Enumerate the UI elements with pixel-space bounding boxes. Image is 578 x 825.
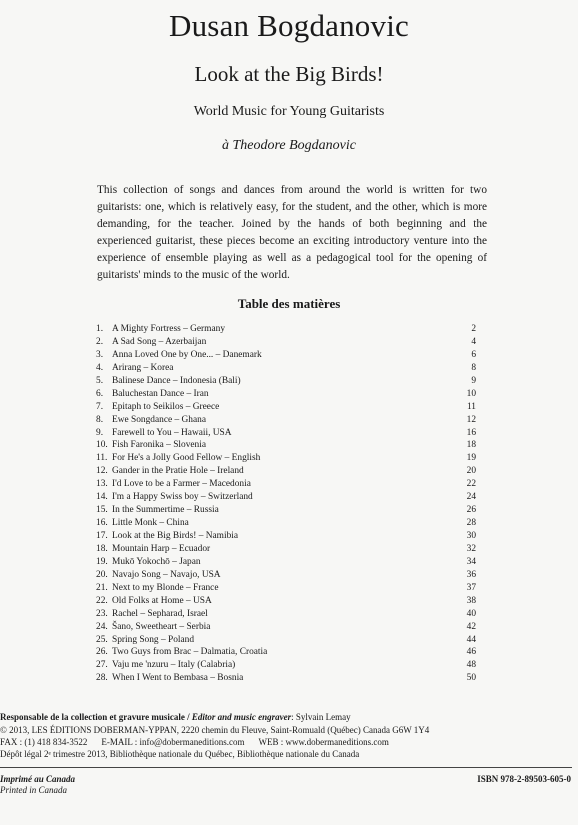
toc-entry-title: Rachel – Sepharad, Israel <box>112 608 208 619</box>
toc-entry-page: 42 <box>466 621 476 632</box>
toc-entry-title: Little Monk – China <box>112 518 189 529</box>
toc-entry <box>96 388 476 401</box>
toc-entry-title: Anna Loved One by One... – Danemark <box>112 349 262 360</box>
toc-entry-title: Old Folks at Home – USA <box>112 595 212 606</box>
toc-entry-page: 20 <box>466 466 476 477</box>
editor-credit <box>0 712 351 722</box>
toc-entry-number: 23. <box>96 608 108 619</box>
toc-entry-title: Epitaph to Seikilos – Greece <box>112 401 220 412</box>
toc-entry-number: 6. <box>96 388 104 399</box>
toc-entry-title: Gander in the Pratie Hole – Ireland <box>112 466 244 477</box>
toc-entry <box>96 504 476 517</box>
toc-entry-number: 5. <box>96 375 104 386</box>
toc-entry <box>96 439 476 452</box>
toc-entry-page: 26 <box>466 505 476 516</box>
toc-entry-page: 9 <box>471 375 476 386</box>
toc-entry <box>96 349 476 362</box>
toc-entry-page: 22 <box>466 479 476 490</box>
toc-entry <box>96 621 476 634</box>
toc-entry <box>96 634 476 647</box>
toc-entry <box>96 427 476 440</box>
toc-entry-page: 2 <box>471 324 476 334</box>
toc-entry-title: Šano, Sweetheart – Serbia <box>112 621 211 632</box>
toc-entry-page: 24 <box>466 492 476 503</box>
toc-entry <box>96 530 476 543</box>
toc-entry-number: 28. <box>96 673 108 684</box>
toc-entry <box>96 569 476 582</box>
toc-entry-number: 22. <box>96 595 108 606</box>
toc-entry-title: Mukō Yokochō – Japan <box>112 556 201 567</box>
email-address: E-MAIL : info@dobermaneditions.com <box>101 737 245 747</box>
toc-entry <box>96 323 476 336</box>
toc-entry-title: A Mighty Fortress – Germany <box>112 324 226 334</box>
toc-entry-title: Farewell to You – Hawaii, USA <box>112 427 232 438</box>
toc-entry-title: In the Summertime – Russia <box>112 505 219 516</box>
toc-entry-number: 10. <box>96 440 108 451</box>
toc-entry <box>96 452 476 465</box>
toc-entry <box>96 465 476 478</box>
toc-entry-title: Ewe Songdance – Ghana <box>112 414 206 425</box>
credit-label-en: Editor and music engraver <box>191 712 292 722</box>
toc-entry-page: 40 <box>466 608 476 619</box>
toc-entry-title: Mountain Harp – Ecuador <box>112 543 211 554</box>
toc-entry-number: 18. <box>96 543 108 554</box>
toc-entry-title: Vaju me 'nzuru – Italy (Calabria) <box>112 660 236 671</box>
toc-entry <box>96 517 476 530</box>
toc-entry-page: 44 <box>466 634 476 645</box>
credit-name: : Sylvain Lemay <box>291 712 351 722</box>
toc-entry <box>96 646 476 659</box>
legal-deposit: Dépôt légal 2ᵉ trimestre 2013, Bibliothèque nationale du Québec, Bibliothèque nationale du Canada <box>0 749 360 759</box>
toc-entry-page: 32 <box>466 543 476 554</box>
toc-entry-number: 11. <box>96 453 108 464</box>
toc-entry-number: 20. <box>96 569 108 580</box>
intro-paragraph: This collection of songs and dances from around the world is written for two guitarists: one, which is relatively easy, for the student, and the other, which is more demanding, for the teacher. Joined by the hands of both beginning and the experienced guitarist, these pieces become an exciting introductory venture into the experience of ensemble playing as well as a pedagogical tool for the opening of guitarists' minds to the music of the world. <box>97 184 487 281</box>
toc-entry-page: 6 <box>471 349 476 360</box>
toc-entry-page: 4 <box>471 336 476 347</box>
toc-entry-number: 7. <box>96 401 104 412</box>
toc-entry-title: When I Went to Bembasa – Bosnia <box>112 673 244 684</box>
collection-title: Look at the Big Birds! <box>194 62 384 86</box>
toc-entry-title: Two Guys from Brac – Dalmatia, Croatia <box>112 647 268 658</box>
toc-entry-page: 16 <box>466 427 476 438</box>
toc-entry-page: 18 <box>466 440 476 451</box>
toc-entry-number: 16. <box>96 518 108 529</box>
toc-entry <box>96 608 476 621</box>
toc-entry-number: 12. <box>96 466 108 477</box>
toc-entry-page: 30 <box>466 531 476 541</box>
toc-entry-page: 12 <box>466 414 476 425</box>
toc-entry-title: Spring Song – Poland <box>112 634 195 645</box>
printed-in-en: Printed in Canada <box>0 785 67 795</box>
toc-entry-number: 3. <box>96 349 104 360</box>
toc-entry-title: Look at the Big Birds! – Namibia <box>112 531 239 541</box>
toc-entry-number: 13. <box>96 479 108 490</box>
toc-entry-title: A Sad Song – Azerbaijan <box>112 336 207 347</box>
toc-entry-title: I'd Love to be a Farmer – Macedonia <box>112 479 251 490</box>
toc-entry <box>96 375 476 388</box>
toc-entry-number: 14. <box>96 492 108 503</box>
credit-label-fr: Responsable de la collection et gravure musicale <box>0 712 185 722</box>
toc-entry-page: 50 <box>466 673 476 684</box>
toc-entry-title: Balinese Dance – Indonesia (Bali) <box>112 375 241 386</box>
printed-in-fr: Imprimé au Canada <box>0 774 76 784</box>
toc-entry-number: 24. <box>96 621 108 632</box>
fax-number: FAX : (1) 418 834-3522 <box>0 737 88 747</box>
toc-entry-number: 17. <box>96 531 108 541</box>
toc-entry <box>96 362 476 375</box>
toc-entry-page: 34 <box>466 556 476 567</box>
toc-entry <box>96 556 476 569</box>
toc-entry-number: 15. <box>96 505 108 516</box>
website: WEB : www.dobermaneditions.com <box>258 737 389 747</box>
toc-entry-page: 48 <box>466 660 476 671</box>
toc-entry-number: 4. <box>96 362 104 373</box>
toc-entry-page: 46 <box>466 647 476 658</box>
toc-entry-number: 8. <box>96 414 104 425</box>
toc-entry-number: 25. <box>96 634 108 645</box>
toc-entry-page: 37 <box>466 582 476 593</box>
toc-entry-title: For He's a Jolly Good Fellow – English <box>112 453 261 464</box>
footer-divider <box>0 767 572 768</box>
toc-entry-number: 26. <box>96 647 108 658</box>
table-of-contents <box>96 323 476 685</box>
toc-entry <box>96 582 476 595</box>
toc-entry-page: 28 <box>466 518 476 529</box>
toc-entry <box>96 543 476 556</box>
toc-entry <box>96 401 476 414</box>
contact-line <box>0 737 389 747</box>
toc-entry-page: 8 <box>471 362 476 373</box>
toc-entry-page: 11 <box>466 401 476 412</box>
toc-entry-title: Fish Faronika – Slovenia <box>112 440 207 451</box>
toc-entry <box>96 659 476 672</box>
toc-entry-page: 36 <box>466 569 476 580</box>
toc-entry-page: 19 <box>466 453 476 464</box>
toc-entry-title: I'm a Happy Swiss boy – Switzerland <box>112 492 253 503</box>
toc-entry-title: Navajo Song – Navajo, USA <box>112 569 221 580</box>
publisher-line: © 2013, LES ÉDITIONS DOBERMAN-YPPAN, 2220 chemin du Fleuve, Saint-Romuald (Québec) Canada G6W 1Y4 <box>0 725 430 735</box>
composer-name: Dusan Bogdanovic <box>169 8 409 43</box>
toc-entry <box>96 414 476 427</box>
toc-entry-number: 9. <box>96 427 104 438</box>
toc-entry-number: 1. <box>96 324 104 334</box>
toc-entry <box>96 595 476 608</box>
toc-entry-number: 21. <box>96 582 108 593</box>
toc-entry <box>96 672 476 685</box>
dedication: à Theodore Bogdanovic <box>221 138 356 153</box>
toc-entry <box>96 478 476 491</box>
toc-entry-title: Arirang – Korea <box>112 362 174 373</box>
toc-entry <box>96 336 476 349</box>
toc-heading: Table des matières <box>237 296 341 311</box>
toc-entry-page: 10 <box>466 388 476 399</box>
toc-entry-number: 19. <box>96 556 108 567</box>
toc-entry-number: 27. <box>96 660 108 671</box>
toc-entry <box>96 491 476 504</box>
credit-separator: / <box>184 712 192 722</box>
toc-entry-page: 38 <box>466 595 476 606</box>
isbn: ISBN 978-2-89503-605-0 <box>477 774 571 784</box>
collection-subtitle: World Music for Young Guitarists <box>193 104 385 119</box>
toc-entry-number: 2. <box>96 336 104 347</box>
toc-entry-title: Next to my Blonde – France <box>112 582 219 593</box>
toc-entry-title: Baluchestan Dance – Iran <box>112 388 209 399</box>
